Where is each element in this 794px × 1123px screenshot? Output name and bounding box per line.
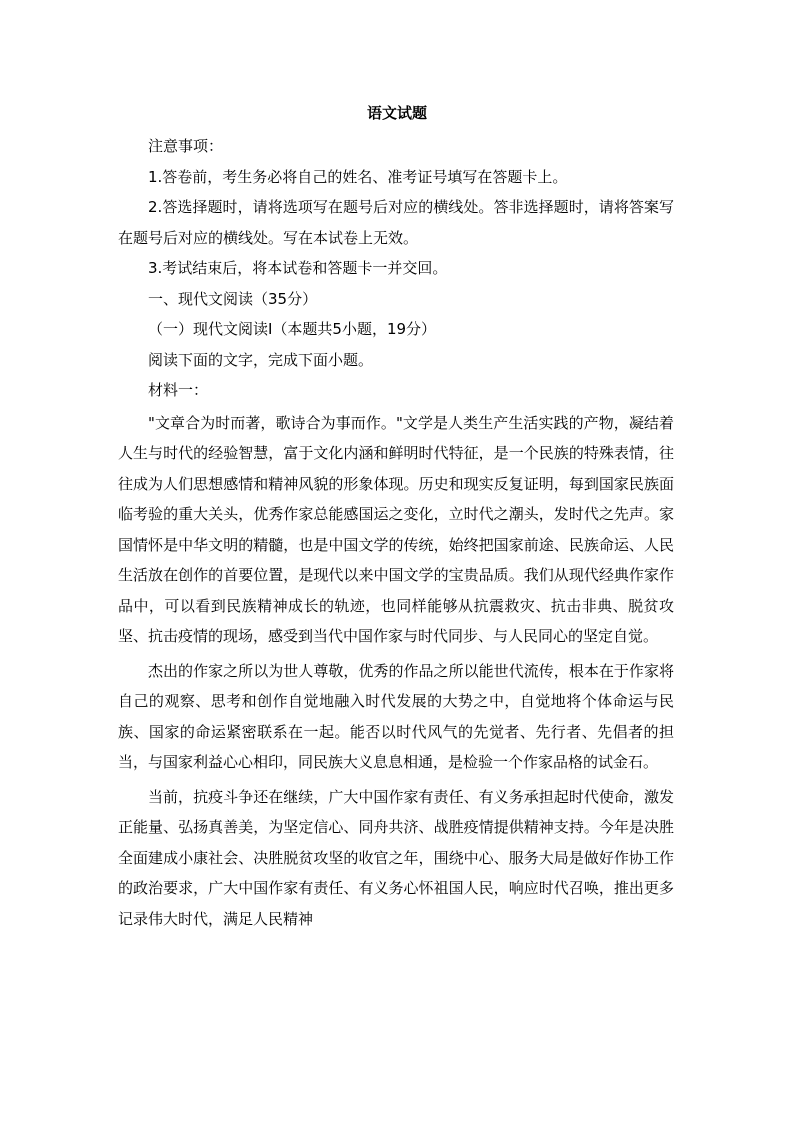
notice-heading: 注意事项： [148,137,224,155]
notice-item-2: 2.答选择题时，请将选项写在题号后对应的横线处。答非选择题时，请将答案写在题号后对应的横线处。写在本试卷上无效。 [118,198,674,247]
subsection-heading: （一）现代文阅读Ⅰ（本题共5小题，19分） [148,320,437,338]
notice-item-3: 3.考试结束后，将本试卷和答题卡一并交回。 [148,259,448,277]
reading-instruction: 阅读下面的文字，完成下面小题。 [148,350,374,369]
material-paragraph-3: 当前，抗疫斗争还在继续，广大中国作家有责任、有义务承担起时代使命，激发正能量、弘扬真善美，为坚定信心、同舟共济、战胜疫情提供精神支持。今年是决胜全面建成小康社会、决胜脱贫攻坚的收官之年，围绕中心、服务大局是做好作协工作的政治要求，广大中国作家有责任、有义务心怀祖国人民，响应时代召唤，推出更多记录伟大时代，满足人民精神 [118,787,674,928]
section-heading: 一、现代文阅读（35分） [148,289,318,308]
material-paragraph-2: 杰出的作家之所以为世人尊敬，优秀的作品之所以能世代流传，根本在于作家将自己的观察、思考和创作自觉地融入时代发展的大势之中，自觉地将个体命运与民族、国家的命运紧密联系在一起。能否以时代风气的先觉者、先行者、先倡者的担当，与国家利益心心相印，同民族大义息息相通，是检验一个作家品格的试金石。 [118,661,674,771]
material-label: 材料一： [148,381,209,399]
page-title: 语文试题 [366,104,427,122]
material-paragraph-1: "文章合为时而著，歌诗合为事而作。"文学是人类生产生活实践的产物，凝结着人生与时代的经验智慧，富于文化内涵和鲜明时代特征，是一个民族的特殊表情，往往成为人们思想感情和精神风貌的形象体现。历史和现实反复证明，每到国家民族面临考验的重大关头，优秀作家总能感国运之变化，立时代之潮头，发时代之先声。家国情怀是中华文明的精髓，也是中国文学的传统，始终把国家前途、民族命运、人民生活放在创作的首要位置，是现代以来中国文学的宝贵品质。我们从现代经典作家作品中，可以看到民族精神成长的轨迹，也同样能够从抗震救灾、抗击非典、脱贫攻坚、抗击疫情的现场，感受到当代中国作家与时代同步、与人民同心的坚定自觉。 [118,413,674,645]
notice-item-1: 1.答卷前，考生务必将自己的姓名、准考证号填写在答题卡上。 [148,167,568,186]
document-body [118,131,674,934]
